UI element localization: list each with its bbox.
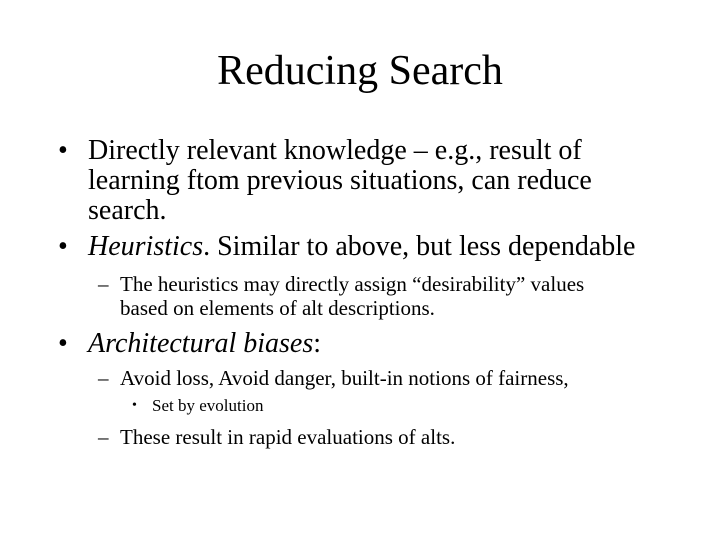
subbullet-line: based on elements of alt descriptions. <box>120 296 435 320</box>
bullet-marker: • <box>58 135 68 166</box>
bullet-text <box>88 329 321 359</box>
subbullet-marker: – <box>98 272 109 296</box>
bullet-rest: : <box>313 328 322 359</box>
bullet-line: search. <box>88 195 167 226</box>
bullet-line: learning ftom previous situations, can reduce <box>88 165 592 196</box>
bullet-text <box>88 136 592 226</box>
subsubbullet-text <box>152 396 263 416</box>
bullet-text <box>88 232 635 262</box>
subbullet-marker: – <box>98 366 109 390</box>
subbullet-text <box>120 366 569 390</box>
bullet-marker: • <box>58 328 68 359</box>
bullet-marker: • <box>58 231 68 262</box>
bullet-rest: . Similar to above, but less dependable <box>203 231 636 262</box>
subbullet-line: These result in rapid evaluations of alts. <box>120 425 456 449</box>
subbullet-line: The heuristics may directly assign “desirability” values <box>120 272 585 296</box>
subsubbullet-marker: • <box>132 398 137 413</box>
bullet-emphasis: Architectural biases <box>88 328 314 359</box>
subbullet-text <box>120 425 455 449</box>
subsubbullet-line: Set by evolution <box>152 396 264 415</box>
bullet-emphasis: Heuristics <box>88 231 204 262</box>
subbullet-marker: – <box>98 425 109 449</box>
subbullet-text <box>120 272 584 320</box>
subbullet-line: Avoid loss, Avoid danger, built-in notions of fairness, <box>120 366 569 390</box>
bullet-line: Directly relevant knowledge – e.g., result of <box>88 135 582 166</box>
slide-title: Reducing Search <box>217 48 503 94</box>
